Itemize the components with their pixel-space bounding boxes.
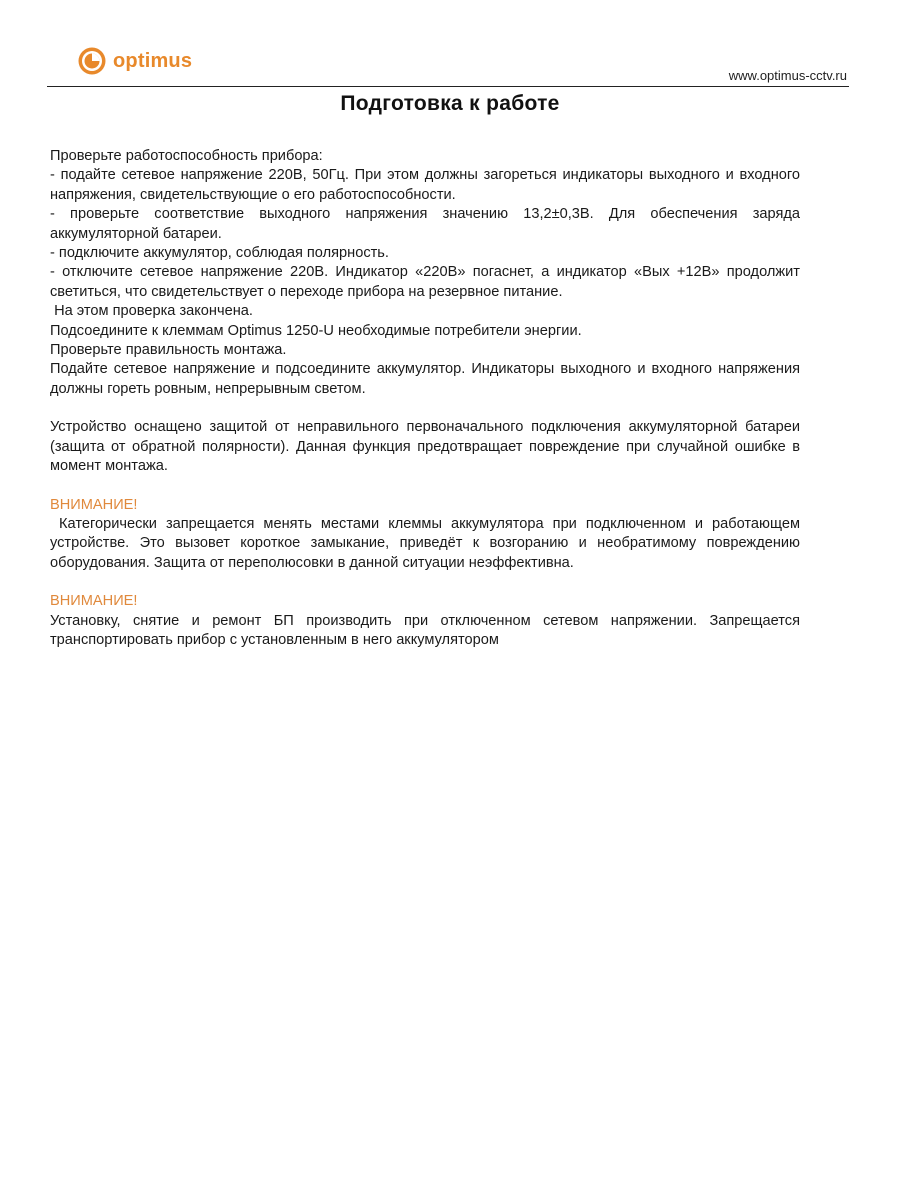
- connect-instruction: Подсоедините к клеммам Optimus 1250-U необходимые потребители энергии.: [50, 322, 582, 339]
- brand-logo: [77, 46, 192, 76]
- power-on-instruction: Подайте сетевое напряжение и подсоедините аккумулятор. Индикаторы выходного и входного напряжения должны гореть ровным, непрерывным светом.: [50, 361, 800, 397]
- site-url: www.optimus-cctv.ru: [728, 68, 847, 83]
- logo-text: optimus: [113, 49, 193, 72]
- header-divider: [47, 86, 849, 87]
- check-step: - подключите аккумулятор, соблюдая полярность.: [50, 245, 389, 262]
- page-header: [0, 0, 900, 90]
- check-step: - отключите сетевое напряжение 220В. Индикатор «220В» погаснет, а индикатор «Вых +12В» продолжит светиться, что свидетельствует о переходе прибора на резервное питание.: [50, 264, 800, 300]
- check-step: - подайте сетевое напряжение 220В, 50Гц. При этом должны загореться индикаторы выходного и входного напряжения, свидетельствующие о его работоспособности.: [50, 167, 800, 203]
- check-done: На этом проверка закончена.: [50, 303, 253, 320]
- warning-heading: ВНИМАНИЕ!: [50, 496, 138, 513]
- paragraph-gap: [50, 573, 800, 592]
- warning-text: Установку, снятие и ремонт БП производить при отключенном сетевом напряжении. Запрещается транспортировать прибор с установленным в него аккумулятором: [50, 612, 800, 648]
- warning-heading: ВНИМАНИЕ!: [50, 593, 138, 610]
- check-intro: Проверьте работоспособность прибора:: [50, 148, 323, 164]
- page-title: Подготовка к работе: [340, 92, 560, 115]
- check-step: - проверьте соответствие выходного напряжения значению 13,2±0,3В. Для обеспечения заряда аккумуляторной батареи.: [50, 206, 800, 242]
- warning-text: Категорически запрещается менять местами клеммы аккумулятора при подключенном и работающем устройстве. Это вызовет короткое замыкание, приведёт к возгоранию и необратимому повреждению оборудования. Защита от переполюсовки в данной ситуации неэффективна.: [50, 515, 805, 571]
- document-body: [50, 147, 805, 650]
- paragraph-gap: [50, 477, 800, 496]
- paragraph-gap: [50, 399, 800, 418]
- optimus-logo-icon: [77, 46, 107, 76]
- verify-instruction: Проверьте правильность монтажа.: [50, 342, 287, 359]
- protection-paragraph: Устройство оснащено защитой от неправильного первоначального подключения аккумуляторной батареи (защита от обратной полярности). Данная функция предотвращает повреждение при случайной ошибке в момент монтажа.: [50, 419, 800, 475]
